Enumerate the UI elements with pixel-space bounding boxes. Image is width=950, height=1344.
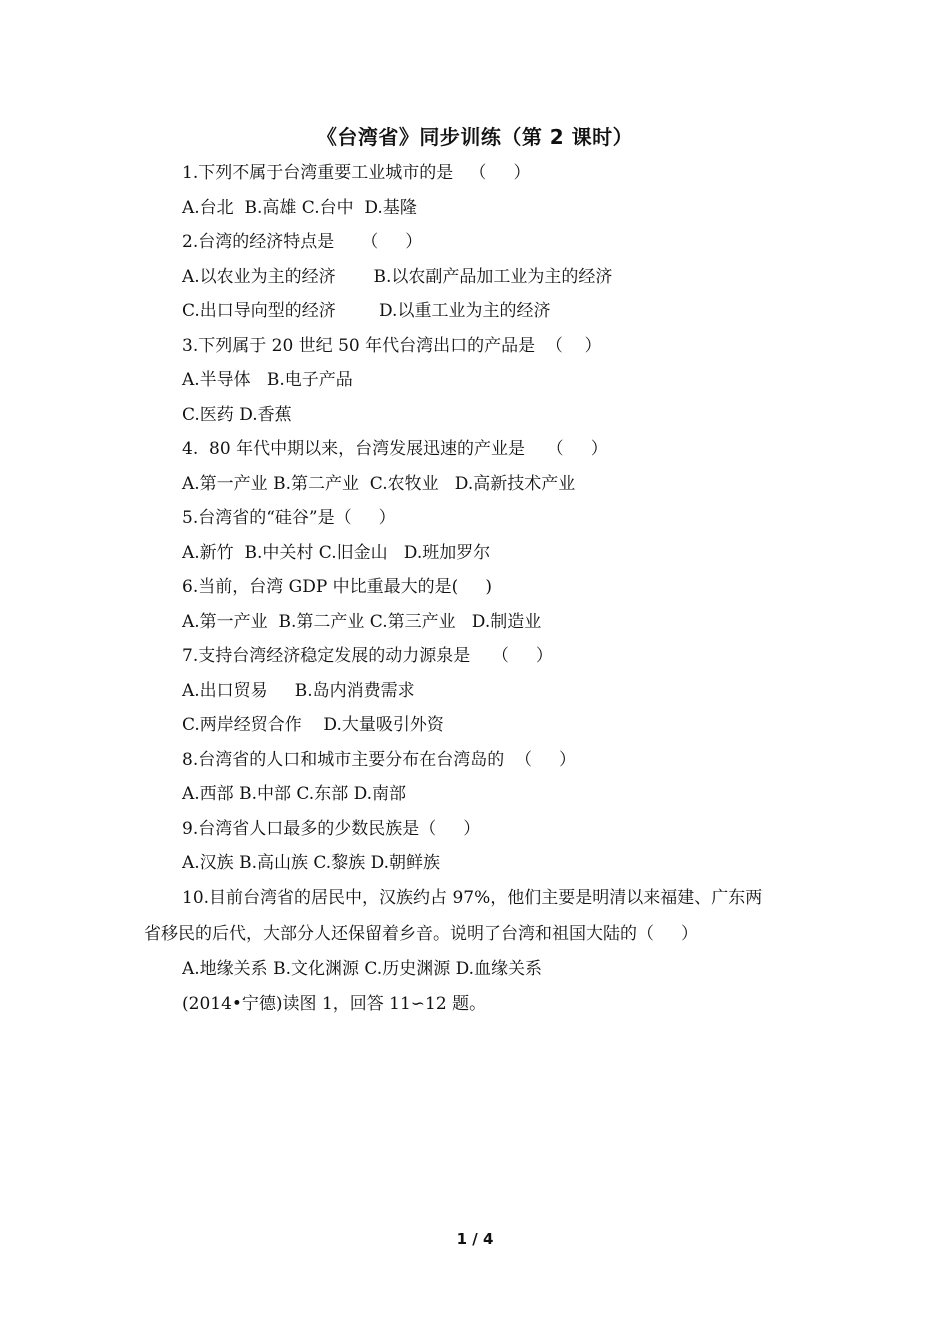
question-8: 8.台湾省的人口和城市主要分布在台湾岛的 （ ） xyxy=(182,750,577,770)
question-8-options: A.西部 B.中部 C.东部 D.南部 xyxy=(182,784,407,804)
question-6-options: A.第一产业 B.第二产业 C.第三产业 D.制造业 xyxy=(182,612,542,632)
question-7-options-cd: C.两岸经贸合作 D.大量吸引外资 xyxy=(182,715,444,735)
page-number: 1 / 4 xyxy=(456,1230,494,1248)
question-6: 6.当前，台湾 GDP 中比重最大的是( ) xyxy=(182,577,492,597)
page-title: 《台湾省》同步训练（第 2 课时） xyxy=(316,125,634,149)
question-9-options: A.汉族 B.高山族 C.黎族 D.朝鲜族 xyxy=(182,853,441,873)
question-10-line-2: 省移民的后代，大部分人还保留着乡音。说明了台湾和祖国大陆的（ ） xyxy=(144,924,699,944)
question-7: 7.支持台湾经济稳定发展的动力源泉是 （ ） xyxy=(182,646,553,666)
question-3-options-ab: A.半导体 B.电子产品 xyxy=(182,370,353,390)
question-5-options: A.新竹 B.中关村 C.旧金山 D.班加罗尔 xyxy=(182,543,491,563)
question-4-options: A.第一产业 B.第二产业 C.农牧业 D.高新技术产业 xyxy=(182,474,576,494)
question-4: 4. 80 年代中期以来，台湾发展迅速的产业是 （ ） xyxy=(182,439,608,459)
question-2-options-ab: A.以农业为主的经济 B.以农副产品加工业为主的经济 xyxy=(182,267,613,287)
question-3: 3.下列属于 20 世纪 50 年代台湾出口的产品是 （ ） xyxy=(182,336,602,356)
question-1: 1.下列不属于台湾重要工业城市的是 （ ） xyxy=(182,163,531,183)
question-2-options-cd: C.出口导向型的经济 D.以重工业为主的经济 xyxy=(182,301,551,321)
question-10-line-1: 10.目前台湾省的居民中，汉族约占 97%，他们主要是明清以来福建、广东两 xyxy=(182,888,763,908)
question-7-options-ab: A.出口贸易 B.岛内消费需求 xyxy=(182,681,415,701)
question-9: 9.台湾省人口最多的少数民族是（ ） xyxy=(182,819,481,839)
question-1-options: A.台北 B.高雄 C.台中 D.基隆 xyxy=(182,198,417,218)
question-5: 5.台湾省的“硅谷”是（ ） xyxy=(182,508,396,528)
question-3-options-cd: C.医药 D.香蕉 xyxy=(182,405,292,425)
question-2: 2.台湾的经济特点是 （ ） xyxy=(182,232,423,252)
question-10-options: A.地缘关系 B.文化渊源 C.历史渊源 D.血缘关系 xyxy=(182,959,543,979)
figure-reference: (2014•宁德)读图 1，回答 11∽12 题。 xyxy=(182,994,487,1014)
